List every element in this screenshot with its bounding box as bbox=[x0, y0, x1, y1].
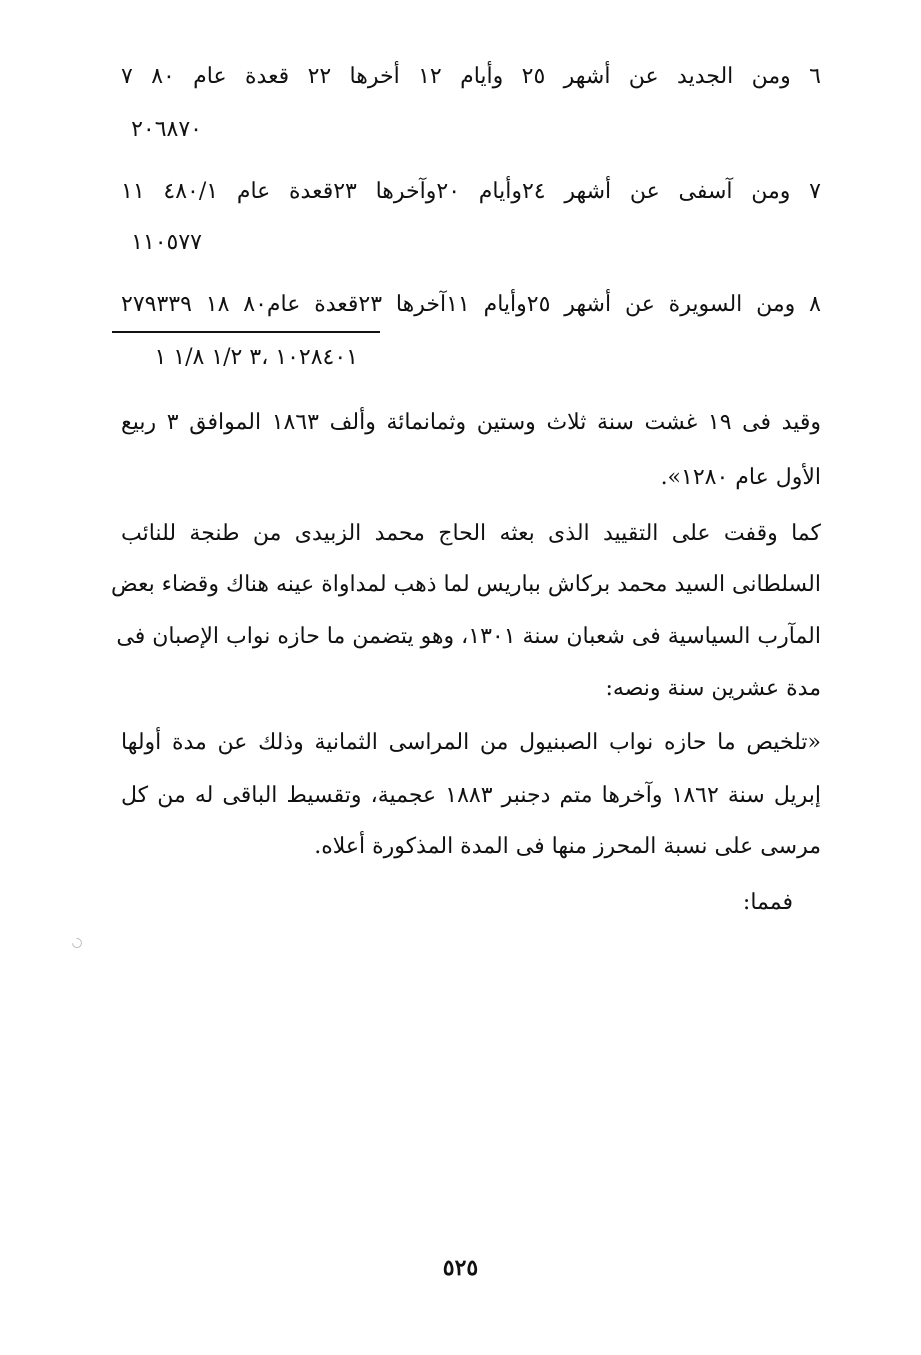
paragraph-2-line-4: مدة عشرين سنة ونصه: bbox=[605, 676, 821, 701]
paragraph-2-line-2: السلطانى السيد محمد بركاش بباريس لما ذهب لمداواة عينه هناك وقضاء بعض bbox=[111, 572, 821, 597]
entry-7-value: ١١٠٥٧٧ bbox=[131, 230, 202, 255]
paragraph-3-line-3: مرسى على نسبة المحرز منها فى المدة المذكورة أعلاه. bbox=[314, 834, 821, 859]
paper-speck-mark bbox=[70, 936, 84, 950]
paragraph-2-line-1: كما وقفت على التقييد الذى بعثه الحاج محمد الزبيدى من طنجة للنائب bbox=[121, 521, 821, 546]
entry-8-line: ٨ ومن السويرة عن أشهر ٢٥وأيام ١١آخرها ٢٣قعدة عام٨٠ ١٨ ٢٧٩٣٣٩ bbox=[121, 292, 821, 317]
totals-line: ١٠٢٨٤٠١ ،٣ ١/٢ ١/٨ ١ bbox=[154, 345, 358, 370]
entry-6-line: ٦ ومن الجديد عن أشهر ٢٥ وأيام ١٢ أخرها ٢٢ قعدة عام ٨٠ ٧ bbox=[121, 64, 821, 89]
closing-text: فمما: bbox=[742, 890, 793, 915]
entry-6-value: ٢٠٦٨٧٠ bbox=[131, 117, 202, 142]
page-number: ٥٢٥ bbox=[442, 1255, 479, 1281]
entry-7-line: ٧ ومن آسفى عن أشهر ٢٤وأيام ٢٠وآخرها ٢٣قعدة عام ٤٨٠/١ ١١ bbox=[121, 179, 821, 204]
paragraph-3-line-2: إبريل سنة ١٨٦٢ وآخرها متم دجنبر ١٨٨٣ عجمية، وتقسيط الباقى له من كل bbox=[121, 783, 821, 808]
paragraph-3-line-1: «تلخيص ما حازه نواب الصبنيول من المراسى الثمانية وذلك عن مدة أولها bbox=[121, 730, 821, 755]
paragraph-2-line-3: المآرب السياسية فى شعبان سنة ١٣٠١، وهو يتضمن ما حازه نواب الإصبان فى bbox=[116, 624, 821, 649]
paragraph-1-line-1: وقيد فى ١٩ غشت سنة ثلاث وستين وثمانمائة وألف ١٨٦٣ الموافق ٣ ربيع bbox=[121, 410, 821, 435]
paragraph-1-line-2: الأول عام ١٢٨٠». bbox=[660, 465, 821, 490]
sum-rule bbox=[112, 331, 380, 333]
